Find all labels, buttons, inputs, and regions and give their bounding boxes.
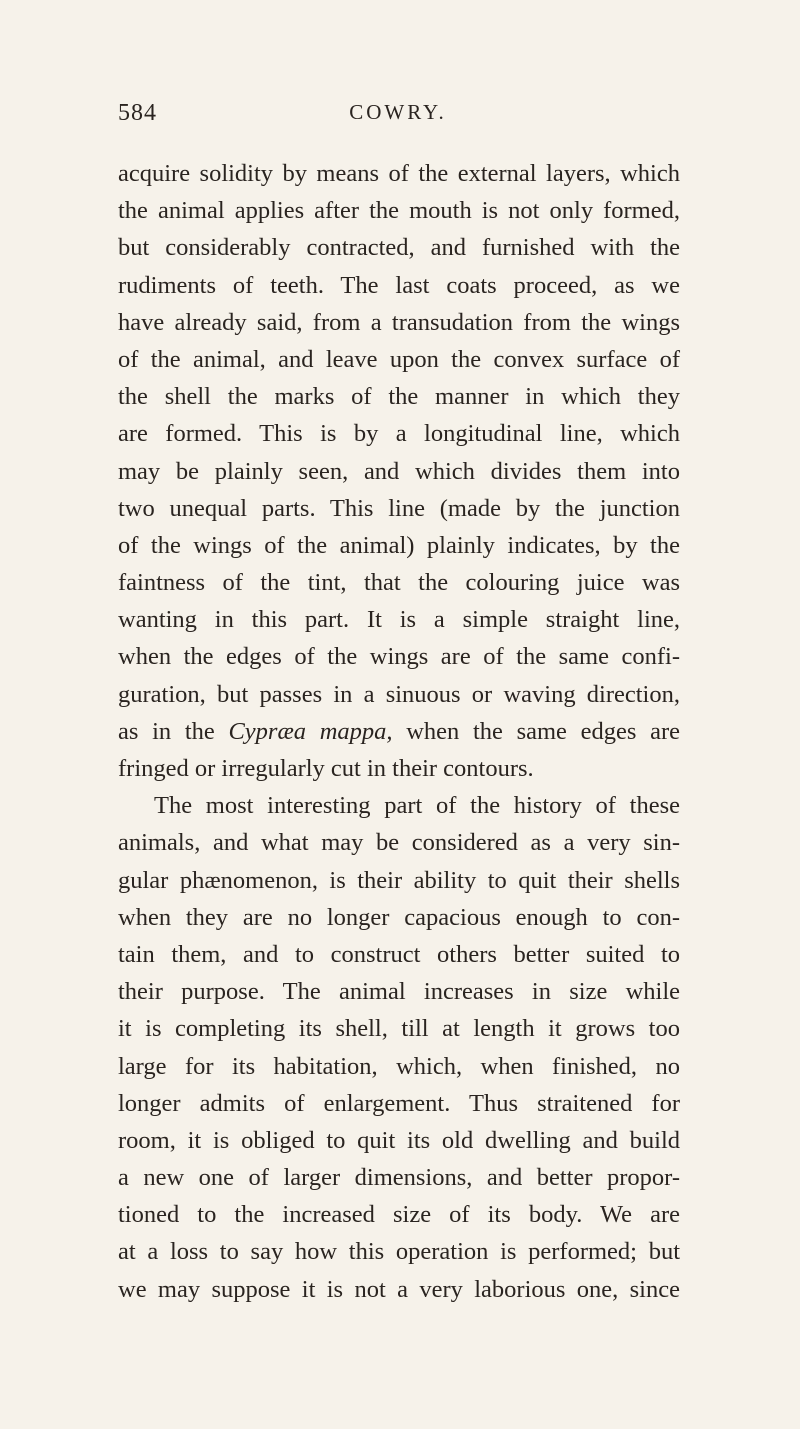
text-line-10: two unequal parts. This line (made by the junction xyxy=(118,494,680,522)
text-line-23: their purpose. The animal increases in size while xyxy=(118,978,680,1006)
text-line-4: rudiments of teeth. The last coats proceed, as we xyxy=(118,271,680,299)
text-line-16-before: as in the xyxy=(118,717,229,745)
text-line-25: large for its habitation, which, when finished, no xyxy=(118,1052,680,1080)
text-line-1: acquire solidity by means of the external layers, which xyxy=(118,160,680,187)
text-line-31: we may suppose it is not a very laborious one, since xyxy=(118,1275,680,1303)
text-line-11: of the wings of the animal) plainly indicates, by the xyxy=(118,531,680,559)
body-text xyxy=(118,155,680,1308)
text-line-29: tioned to the increased size of its body. We are xyxy=(118,1201,680,1229)
running-head: COWRY. xyxy=(349,100,447,124)
text-line-27: room, it is obliged to quit its old dwelling and build xyxy=(118,1126,680,1154)
text-line-3: but considerably contracted, and furnished with the xyxy=(118,234,680,262)
text-line-30: at a loss to say how this operation is performed; but xyxy=(118,1238,680,1266)
text-line-26: longer admits of enlargement. Thus straitened for xyxy=(118,1089,680,1117)
text-line-9: may be plainly seen, and which divides them into xyxy=(118,457,680,485)
text-line-7: the shell the marks of the manner in which they xyxy=(118,383,680,411)
text-line-21: when they are no longer capacious enough to con- xyxy=(118,903,680,931)
text-line-28: a new one of larger dimensions, and better propor- xyxy=(118,1164,680,1192)
text-line-22: tain them, and to construct others better suited to xyxy=(118,940,680,968)
text-line-2: the animal applies after the mouth is not only formed, xyxy=(118,197,680,225)
text-line-14: when the edges of the wings are of the same confi- xyxy=(118,643,680,671)
text-line-12: faintness of the tint, that the colouring juice was xyxy=(118,569,680,597)
page-header xyxy=(118,100,678,140)
text-line-17: fringed or irregularly cut in their contours. xyxy=(118,755,534,782)
text-line-13: wanting in this part. It is a simple straight line, xyxy=(118,606,680,634)
page-number: 584 xyxy=(118,100,157,126)
text-line-19: animals, and what may be considered as a very sin- xyxy=(118,829,680,857)
species-name: Cypræa mappa, xyxy=(228,717,393,745)
text-line-15: guration, but passes in a sinuous or waving direction, xyxy=(118,680,680,708)
text-line-24: it is completing its shell, till at length it grows too xyxy=(118,1015,680,1043)
text-line-20: gular phænomenon, is their ability to quit their shells xyxy=(118,866,680,894)
text-line-6: of the animal, and leave upon the convex surface of xyxy=(118,345,680,373)
text-line-8: are formed. This is by a longitudinal line, which xyxy=(118,420,680,448)
text-line-18: The most interesting part of the history of these xyxy=(154,792,680,820)
text-line-5: have already said, from a transudation from the wings xyxy=(118,308,680,336)
text-line-16 xyxy=(118,713,680,750)
text-line-16-after: when the same edges are xyxy=(392,717,680,745)
